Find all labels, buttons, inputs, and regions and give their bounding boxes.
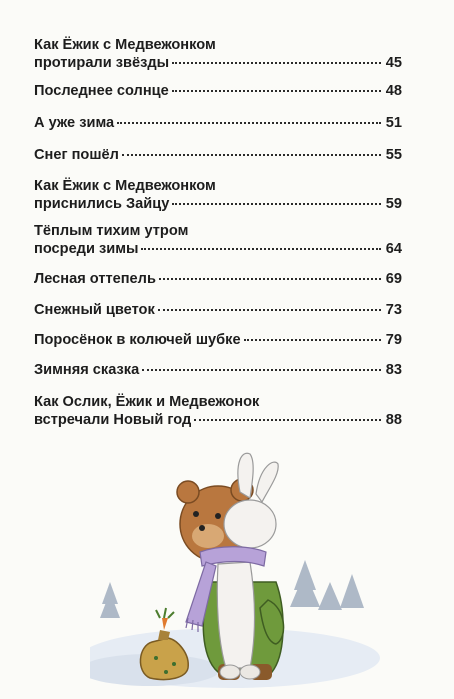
toc-entry[interactable] bbox=[34, 301, 402, 319]
toc-entry-title: А уже зима bbox=[34, 115, 115, 131]
dot-leader bbox=[194, 419, 381, 421]
toc-entry-title: Снежный цветок bbox=[34, 302, 155, 318]
toc-entry[interactable] bbox=[34, 146, 402, 164]
toc-entry[interactable] bbox=[34, 114, 402, 132]
toc-page-number: 48 bbox=[385, 83, 402, 99]
dot-leader bbox=[117, 122, 381, 124]
toc-entry[interactable] bbox=[34, 177, 402, 213]
toc-page-number: 59 bbox=[385, 196, 402, 212]
toc-entry-title: Снег пошёл bbox=[34, 147, 119, 163]
toc-entry-title: посреди зимы bbox=[34, 241, 139, 257]
toc-entry-title: Тёплым тихим утром bbox=[34, 223, 189, 239]
toc-entry-title: Последнее солнце bbox=[34, 83, 169, 99]
toc-entry[interactable] bbox=[34, 82, 402, 100]
dot-leader bbox=[172, 90, 381, 92]
toc-entry-title: встречали Новый год bbox=[34, 412, 192, 428]
toc-entry-title: Зимняя сказка bbox=[34, 362, 140, 378]
dot-leader bbox=[244, 339, 381, 341]
toc-page-number: 83 bbox=[385, 362, 402, 378]
dot-leader bbox=[141, 248, 381, 250]
dot-leader bbox=[122, 154, 381, 156]
dot-leader bbox=[172, 203, 381, 205]
toc-page-number: 69 bbox=[385, 271, 402, 287]
toc-entry-title: протирали звёзды bbox=[34, 55, 170, 71]
toc-entry[interactable] bbox=[34, 222, 402, 258]
dot-leader bbox=[172, 62, 381, 64]
dot-leader bbox=[142, 369, 381, 371]
toc-entry-title: Как Ёжик с Медвежонком bbox=[34, 178, 216, 194]
toc-entry[interactable] bbox=[34, 361, 402, 379]
toc-entry[interactable] bbox=[34, 331, 402, 349]
toc-page-number: 73 bbox=[385, 302, 402, 318]
toc-page-number: 51 bbox=[385, 115, 402, 131]
winter-illustration bbox=[90, 432, 390, 694]
toc-entry-title: Как Ёжик с Медвежонком bbox=[34, 37, 216, 53]
toc-entry-title: Лесная оттепель bbox=[34, 271, 156, 287]
toc-page-number: 88 bbox=[385, 412, 402, 428]
toc-entry[interactable] bbox=[34, 393, 402, 429]
toc-entry-title: приснились Зайцу bbox=[34, 196, 170, 212]
toc-entry[interactable] bbox=[34, 36, 402, 72]
dot-leader bbox=[159, 278, 381, 280]
toc-entry-title: Как Ослик, Ёжик и Медвежонок bbox=[34, 394, 260, 410]
toc-entry[interactable] bbox=[34, 270, 402, 288]
toc-page-number: 45 bbox=[385, 55, 402, 71]
toc-entry-title: Поросёнок в колючей шубке bbox=[34, 332, 241, 348]
toc-page-number: 64 bbox=[385, 241, 402, 257]
dot-leader bbox=[158, 309, 381, 311]
toc-page-number: 55 bbox=[385, 147, 402, 163]
toc-page-number: 79 bbox=[385, 332, 402, 348]
